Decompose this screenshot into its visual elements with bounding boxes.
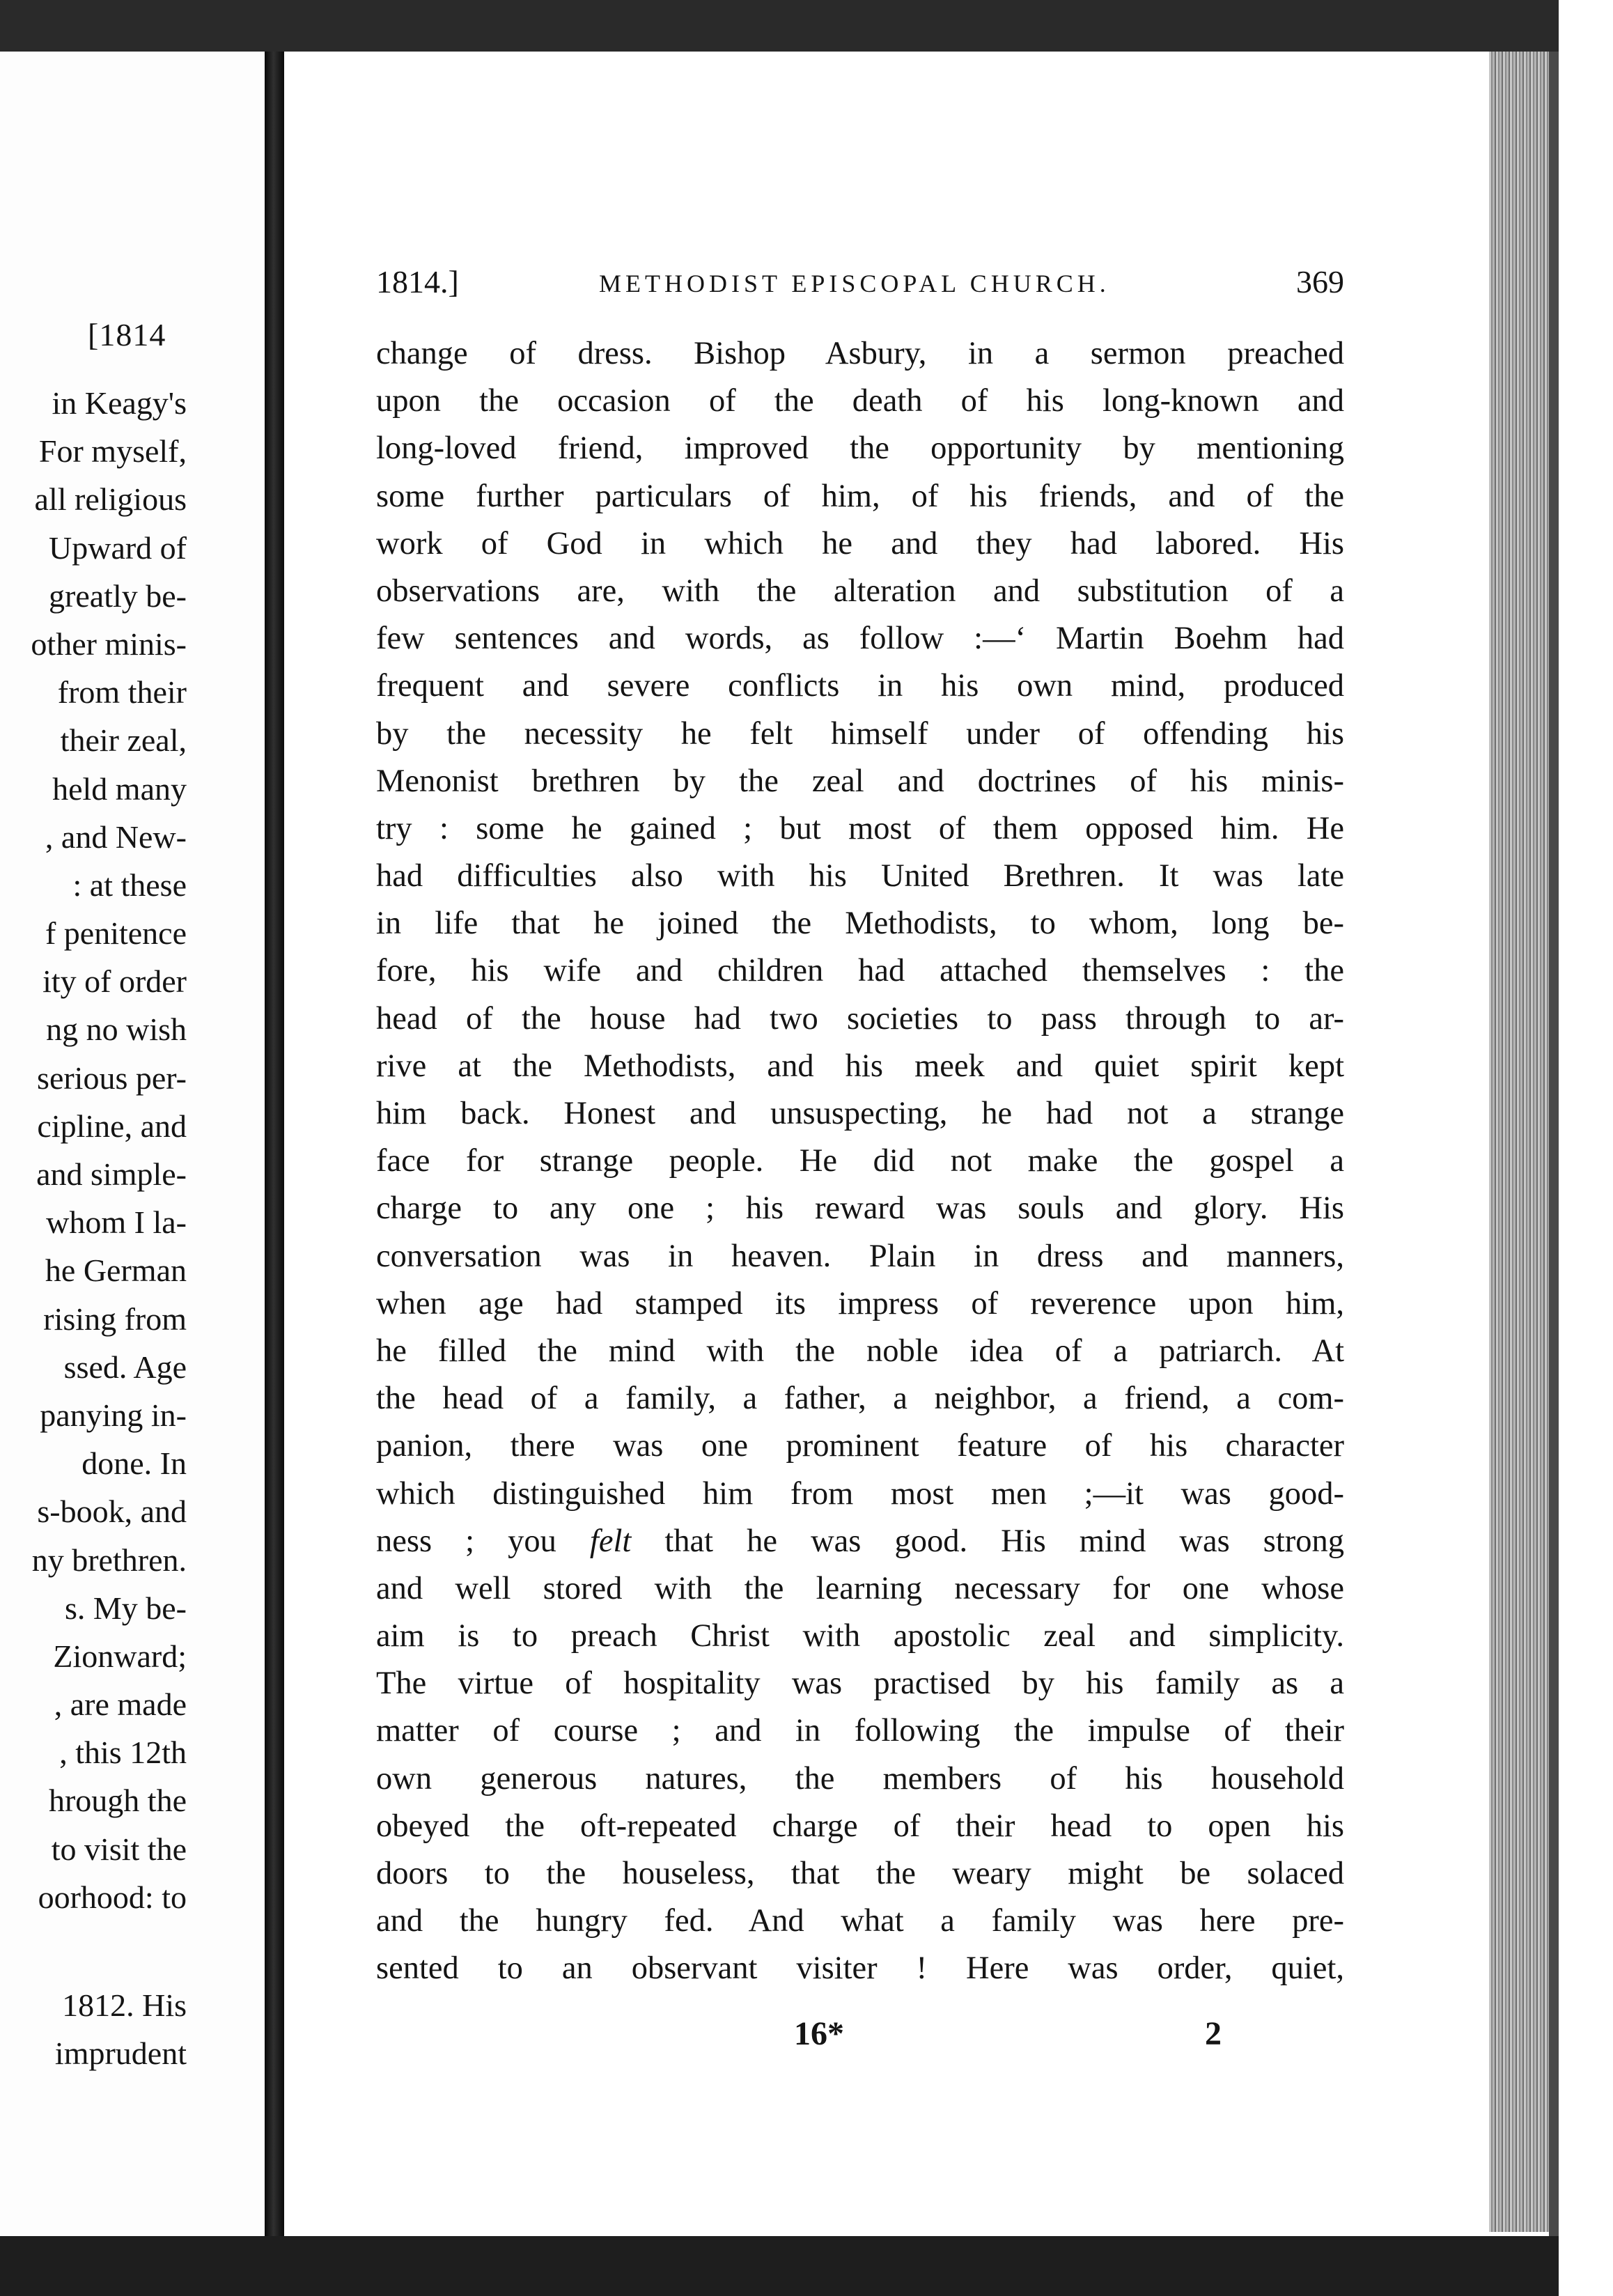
text-line: try : some he gained ; but most of them opposed him. He [376, 810, 1344, 846]
text-line: aim is to preach Christ with apostolic zeal and simplicity. [376, 1618, 1344, 1654]
left-line: other minis- [31, 626, 187, 662]
left-line: hrough the [48, 1783, 187, 1819]
left-line: f penitence [45, 915, 187, 952]
text-line: rive at the Methodists, and his meek and quiet spirit kept [376, 1048, 1344, 1084]
page-edge-shadow [1549, 52, 1559, 2239]
paragraph-gap [0, 1921, 265, 1981]
left-line: greatly be- [49, 577, 187, 614]
text-line: obeyed the oft-repeated charge of their head to open his [376, 1808, 1344, 1844]
text-line: frequent and severe conflicts in his own mind, produced [376, 668, 1344, 704]
left-line: held many [52, 770, 187, 807]
left-line: done. In [81, 1445, 187, 1482]
left-line: cipline, and [37, 1108, 187, 1144]
left-line: whom I la- [46, 1204, 187, 1241]
page-fore-edge [1489, 52, 1549, 2232]
text-line: and well stored with the learning necessary for one whose [376, 1570, 1344, 1606]
left-page-header: [1814 [88, 317, 166, 352]
left-line: Zionward; [53, 1638, 187, 1674]
text-line: he filled the mind with the noble idea of a patriarch. At [376, 1333, 1344, 1369]
left-line: their zeal, [60, 722, 187, 759]
page-number: 369 [1296, 264, 1344, 300]
text-line: conversation was in heaven. Plain in dress and manners, [376, 1238, 1344, 1274]
left-line: oorhood: to [38, 1879, 187, 1915]
text-line: matter of course ; and in following the impulse of their [376, 1713, 1344, 1749]
text-line: had difficulties also with his United Brethren. It was late [376, 858, 1344, 894]
text-line: Menonist brethren by the zeal and doctrines of his minis- [376, 763, 1344, 799]
left-line: to visit the [51, 1831, 187, 1867]
left-line: ity of order [42, 963, 187, 1000]
text-line: doors to the houseless, that the weary might be solaced [376, 1856, 1344, 1891]
left-line: imprudent [54, 2035, 187, 2072]
left-line: in Keagy's [52, 385, 187, 421]
left-line: ng no wish [46, 1011, 187, 1048]
left-line: ssed. Age [63, 1349, 187, 1385]
text-line: few sentences and words, as follow :—‘ Martin Boehm had [376, 621, 1344, 657]
left-line: from their [57, 674, 187, 711]
text-line: head of the house had two societies to pass through to ar- [376, 1000, 1344, 1037]
left-line: and simple- [36, 1156, 187, 1192]
text-line: fore, his wife and children had attached themselves : the [376, 953, 1344, 989]
text-line: panion, there was one prominent feature of his character [376, 1428, 1344, 1464]
text-line: own generous natures, the members of his household [376, 1760, 1344, 1797]
left-line: s-book, and [37, 1494, 187, 1530]
body-text [376, 330, 1344, 1993]
scan-top-border [0, 0, 1613, 52]
scan-bottom-border [0, 2236, 1559, 2296]
text-line: when age had stamped its impress of reverence upon him, [376, 1285, 1344, 1321]
header-date: 1814.] [376, 264, 459, 300]
left-line: panying in- [40, 1397, 187, 1433]
left-line: serious per- [37, 1060, 187, 1096]
text-line: observations are, with the alteration and substitution of a [376, 573, 1344, 609]
left-page [0, 52, 265, 2239]
signature-mark: 16* [794, 2015, 844, 2052]
text-line: upon the occasion of the death of his long-known and [376, 383, 1344, 419]
left-line: ny brethren. [31, 1542, 187, 1578]
signature-number: 2 [1205, 2015, 1222, 2052]
left-line: , this 12th [59, 1735, 187, 1771]
left-line: , are made [54, 1686, 187, 1723]
text-line: change of dress. Bishop Asbury, in a sermon preached [376, 336, 1344, 371]
text-line: in life that he joined the Methodists, to whom, long be- [376, 906, 1344, 942]
text-run: ness ; you [376, 1523, 590, 1559]
text-line: charge to any one ; his reward was souls and glory. His [376, 1190, 1344, 1227]
text-line: some further particulars of him, of his friends, and of the [376, 478, 1344, 514]
text-line-felt [376, 1518, 1344, 1565]
left-line: he German [45, 1252, 187, 1289]
left-line: Upward of [49, 529, 187, 566]
left-line: For myself, [38, 433, 187, 470]
text-line: by the necessity he felt himself under of offending his [376, 715, 1344, 752]
left-line: rising from [43, 1301, 187, 1337]
scan-right-margin [1559, 0, 1613, 2296]
text-run: that he was good. His mind was strong [631, 1523, 1345, 1559]
text-line: him back. Honest and unsuspecting, he had not a strange [376, 1096, 1344, 1131]
book-gutter [265, 52, 284, 2239]
left-line: , and New- [45, 819, 187, 855]
italic-word: felt [589, 1523, 632, 1559]
left-line: 1812. His [62, 1987, 187, 2023]
text-line: and the hungry fed. And what a family was here pre- [376, 1903, 1344, 1939]
running-header [376, 263, 1344, 312]
text-line: The virtue of hospitality was practised by his family as a [376, 1666, 1344, 1702]
text-line: sented to an observant visiter ! Here was order, quiet, [376, 1950, 1344, 1987]
text-line: which distinguished him from most men ;—it was good- [376, 1475, 1344, 1512]
text-line: face for strange people. He did not make the gospel a [376, 1143, 1344, 1179]
left-line: s. My be- [64, 1590, 187, 1626]
header-title: METHODIST EPISCOPAL CHURCH. [599, 270, 1110, 297]
text-line: work of God in which he and they had labored. His [376, 525, 1344, 561]
left-page-text [0, 379, 265, 2077]
text-line: the head of a family, a father, a neighbor, a friend, a com- [376, 1381, 1344, 1417]
text-line: long-loved friend, improved the opportunity by mentioning [376, 430, 1344, 467]
left-line: all religious [34, 481, 187, 518]
left-line: : at these [72, 867, 187, 903]
